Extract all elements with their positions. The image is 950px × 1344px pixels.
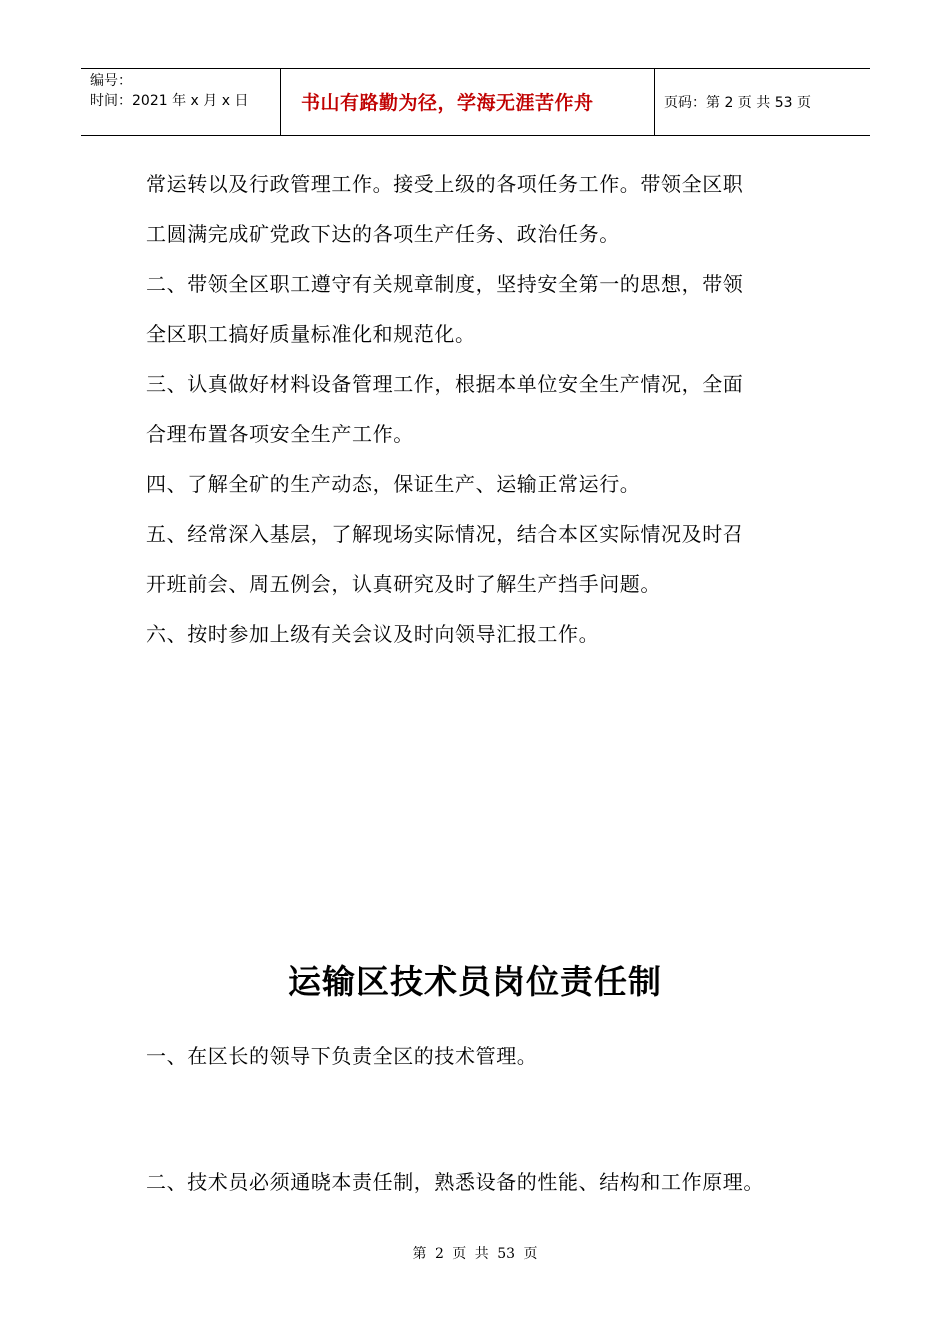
- body-line: 四、了解全矿的生产动态，保证生产、运输正常运行。: [146, 472, 641, 496]
- body-line: 开班前会、周五例会，认真研究及时了解生产挡手问题。: [146, 572, 661, 596]
- body-line: 合理布置各项安全生产工作。: [146, 422, 414, 446]
- page-header: [81, 68, 870, 136]
- body-line: 五、经常深入基层，了解现场实际情况，结合本区实际情况及时召: [146, 522, 744, 546]
- section-2-title: 运输区技术员岗位责任制: [288, 962, 662, 1001]
- body-line: 三、认真做好材料设备管理工作，根据本单位安全生产情况，全面: [146, 372, 744, 396]
- document-number-label: 编号：: [90, 73, 132, 89]
- document-date-label: 时间：2021 年 x 月 x 日: [90, 93, 249, 109]
- body-line: 常运转以及行政管理工作。接受上级的各项任务工作。带领全区职: [146, 172, 744, 196]
- body-line: 二、技术员必须通晓本责任制，熟悉设备的性能、结构和工作原理。: [146, 1170, 764, 1194]
- header-page-cell: [655, 69, 870, 135]
- header-page-info: 页码：第 2 页 共 53 页: [664, 95, 811, 111]
- header-meta-cell: [81, 69, 281, 135]
- body-line: 一、在区长的领导下负责全区的技术管理。: [146, 1044, 538, 1068]
- header-motto: 书山有路勤为径，学海无涯苦作舟: [301, 92, 594, 114]
- body-line: 全区职工搞好质量标准化和规范化。: [146, 322, 476, 346]
- body-line: 二、带领全区职工遵守有关规章制度，坚持安全第一的思想，带领: [146, 272, 744, 296]
- body-line: 六、按时参加上级有关会议及时向领导汇报工作。: [146, 622, 600, 646]
- body-line: 工圆满完成矿党政下达的各项生产任务、政治任务。: [146, 222, 620, 246]
- page-footer: 第 2 页 共 53 页: [412, 1246, 538, 1262]
- header-motto-cell: [281, 69, 655, 135]
